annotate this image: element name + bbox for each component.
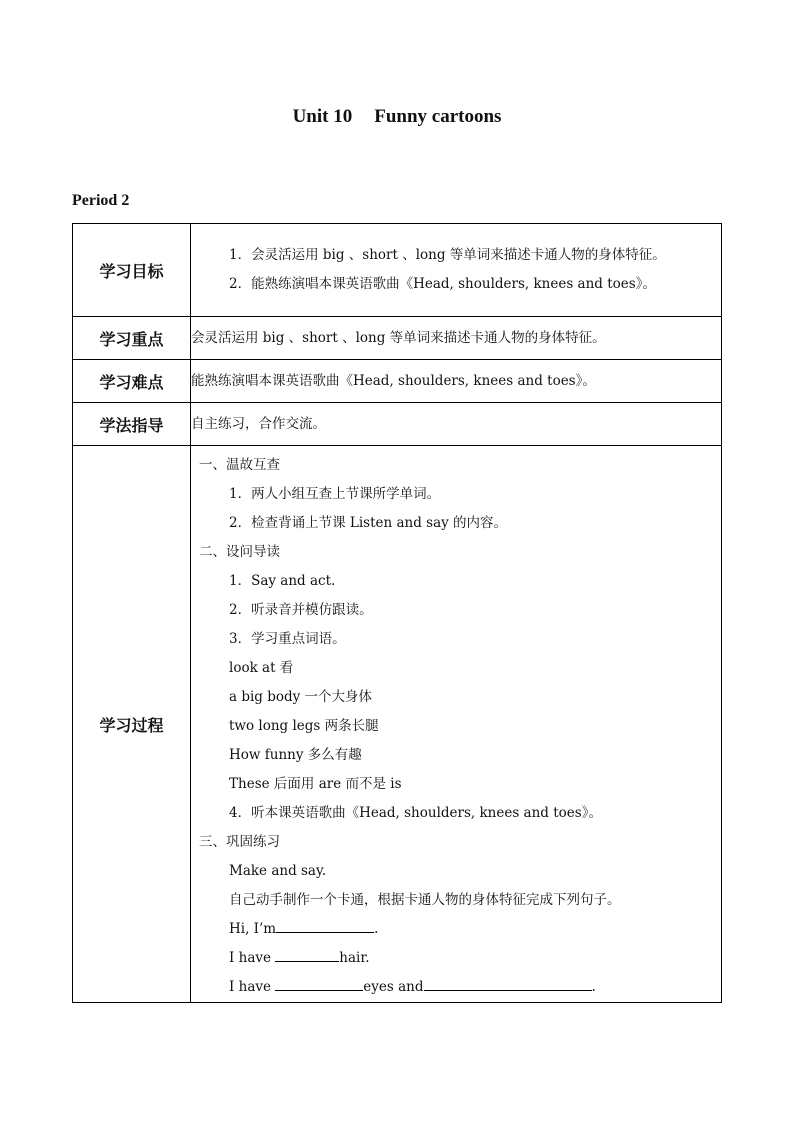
- fill-blank[interactable]: [424, 976, 592, 991]
- process-item: 3．学习重点词语。: [229, 631, 346, 647]
- content-method: 自主练习，合作交流。: [191, 403, 722, 446]
- process-item: 2．检查背诵上节课 Listen and say 的内容。: [229, 515, 508, 531]
- row-difficulties: [73, 360, 722, 403]
- row-objectives: [73, 224, 722, 317]
- process-item: a big body 一个大身体: [229, 689, 373, 705]
- fill-prefix: I have: [229, 979, 276, 995]
- process-item: look at 看: [229, 660, 294, 676]
- process-item: two long legs 两条长腿: [229, 718, 379, 734]
- section-heading: 二、设问导读: [199, 544, 280, 560]
- fill-sentence: [191, 944, 721, 973]
- process-item: 4．听本课英语歌曲《Head, shoulders, knees and toes》。: [229, 805, 602, 821]
- title-unit: Unit 10: [292, 106, 353, 127]
- page-title: [0, 106, 794, 128]
- label-objectives: 学习目标: [73, 224, 191, 317]
- fill-sentence: [191, 973, 721, 1002]
- content-key-points: 会灵活运用 big 、short 、long 等单词来描述卡通人物的身体特征。: [191, 317, 722, 360]
- process-item: Make and say.: [229, 863, 327, 879]
- content-objectives: [191, 224, 722, 317]
- content-difficulties: 能熟练演唱本课英语歌曲《Head, shoulders, knees and toes》。: [191, 360, 722, 403]
- process-item: These 后面用 are 而不是 is: [229, 776, 402, 792]
- process-item: 自己动手制作一个卡通，根据卡通人物的身体特征完成下列句子。: [229, 892, 621, 908]
- fill-middle: eyes and: [363, 979, 424, 995]
- fill-suffix: .: [591, 979, 596, 995]
- row-key-points: [73, 317, 722, 360]
- fill-sentence: [191, 915, 721, 944]
- lesson-plan-table: [72, 223, 722, 1003]
- section-heading: 三、巩固练习: [199, 834, 280, 850]
- section-heading: 一、温故互查: [199, 457, 280, 473]
- title-name: Funny cartoons: [374, 106, 502, 127]
- objective-line: 2．能熟练演唱本课英语歌曲《Head, shoulders, knees and toes》。: [229, 276, 656, 292]
- process-item: 2．听录音并模仿跟读。: [229, 602, 373, 618]
- process-item: 1．Say and act.: [229, 573, 336, 589]
- fill-blank[interactable]: [275, 947, 339, 962]
- fill-prefix: I have: [229, 950, 276, 966]
- content-process: [191, 446, 722, 1003]
- fill-suffix: .: [374, 921, 379, 937]
- objective-line: 1．会灵活运用 big 、short 、long 等单词来描述卡通人物的身体特征。: [229, 247, 666, 263]
- fill-blank[interactable]: [276, 918, 374, 933]
- process-item: How funny 多么有趣: [229, 747, 362, 763]
- fill-prefix: Hi, I’m: [229, 921, 277, 937]
- label-method: 学法指导: [73, 403, 191, 446]
- label-process: 学习过程: [73, 446, 191, 1003]
- fill-suffix: hair.: [339, 950, 370, 966]
- process-item: 1．两人小组互查上节课所学单词。: [229, 486, 441, 502]
- label-key-points: 学习重点: [73, 317, 191, 360]
- row-process: [73, 446, 722, 1003]
- row-method: [73, 403, 722, 446]
- fill-blank[interactable]: [275, 976, 363, 991]
- period-label: Period 2: [72, 192, 130, 209]
- label-difficulties: 学习难点: [73, 360, 191, 403]
